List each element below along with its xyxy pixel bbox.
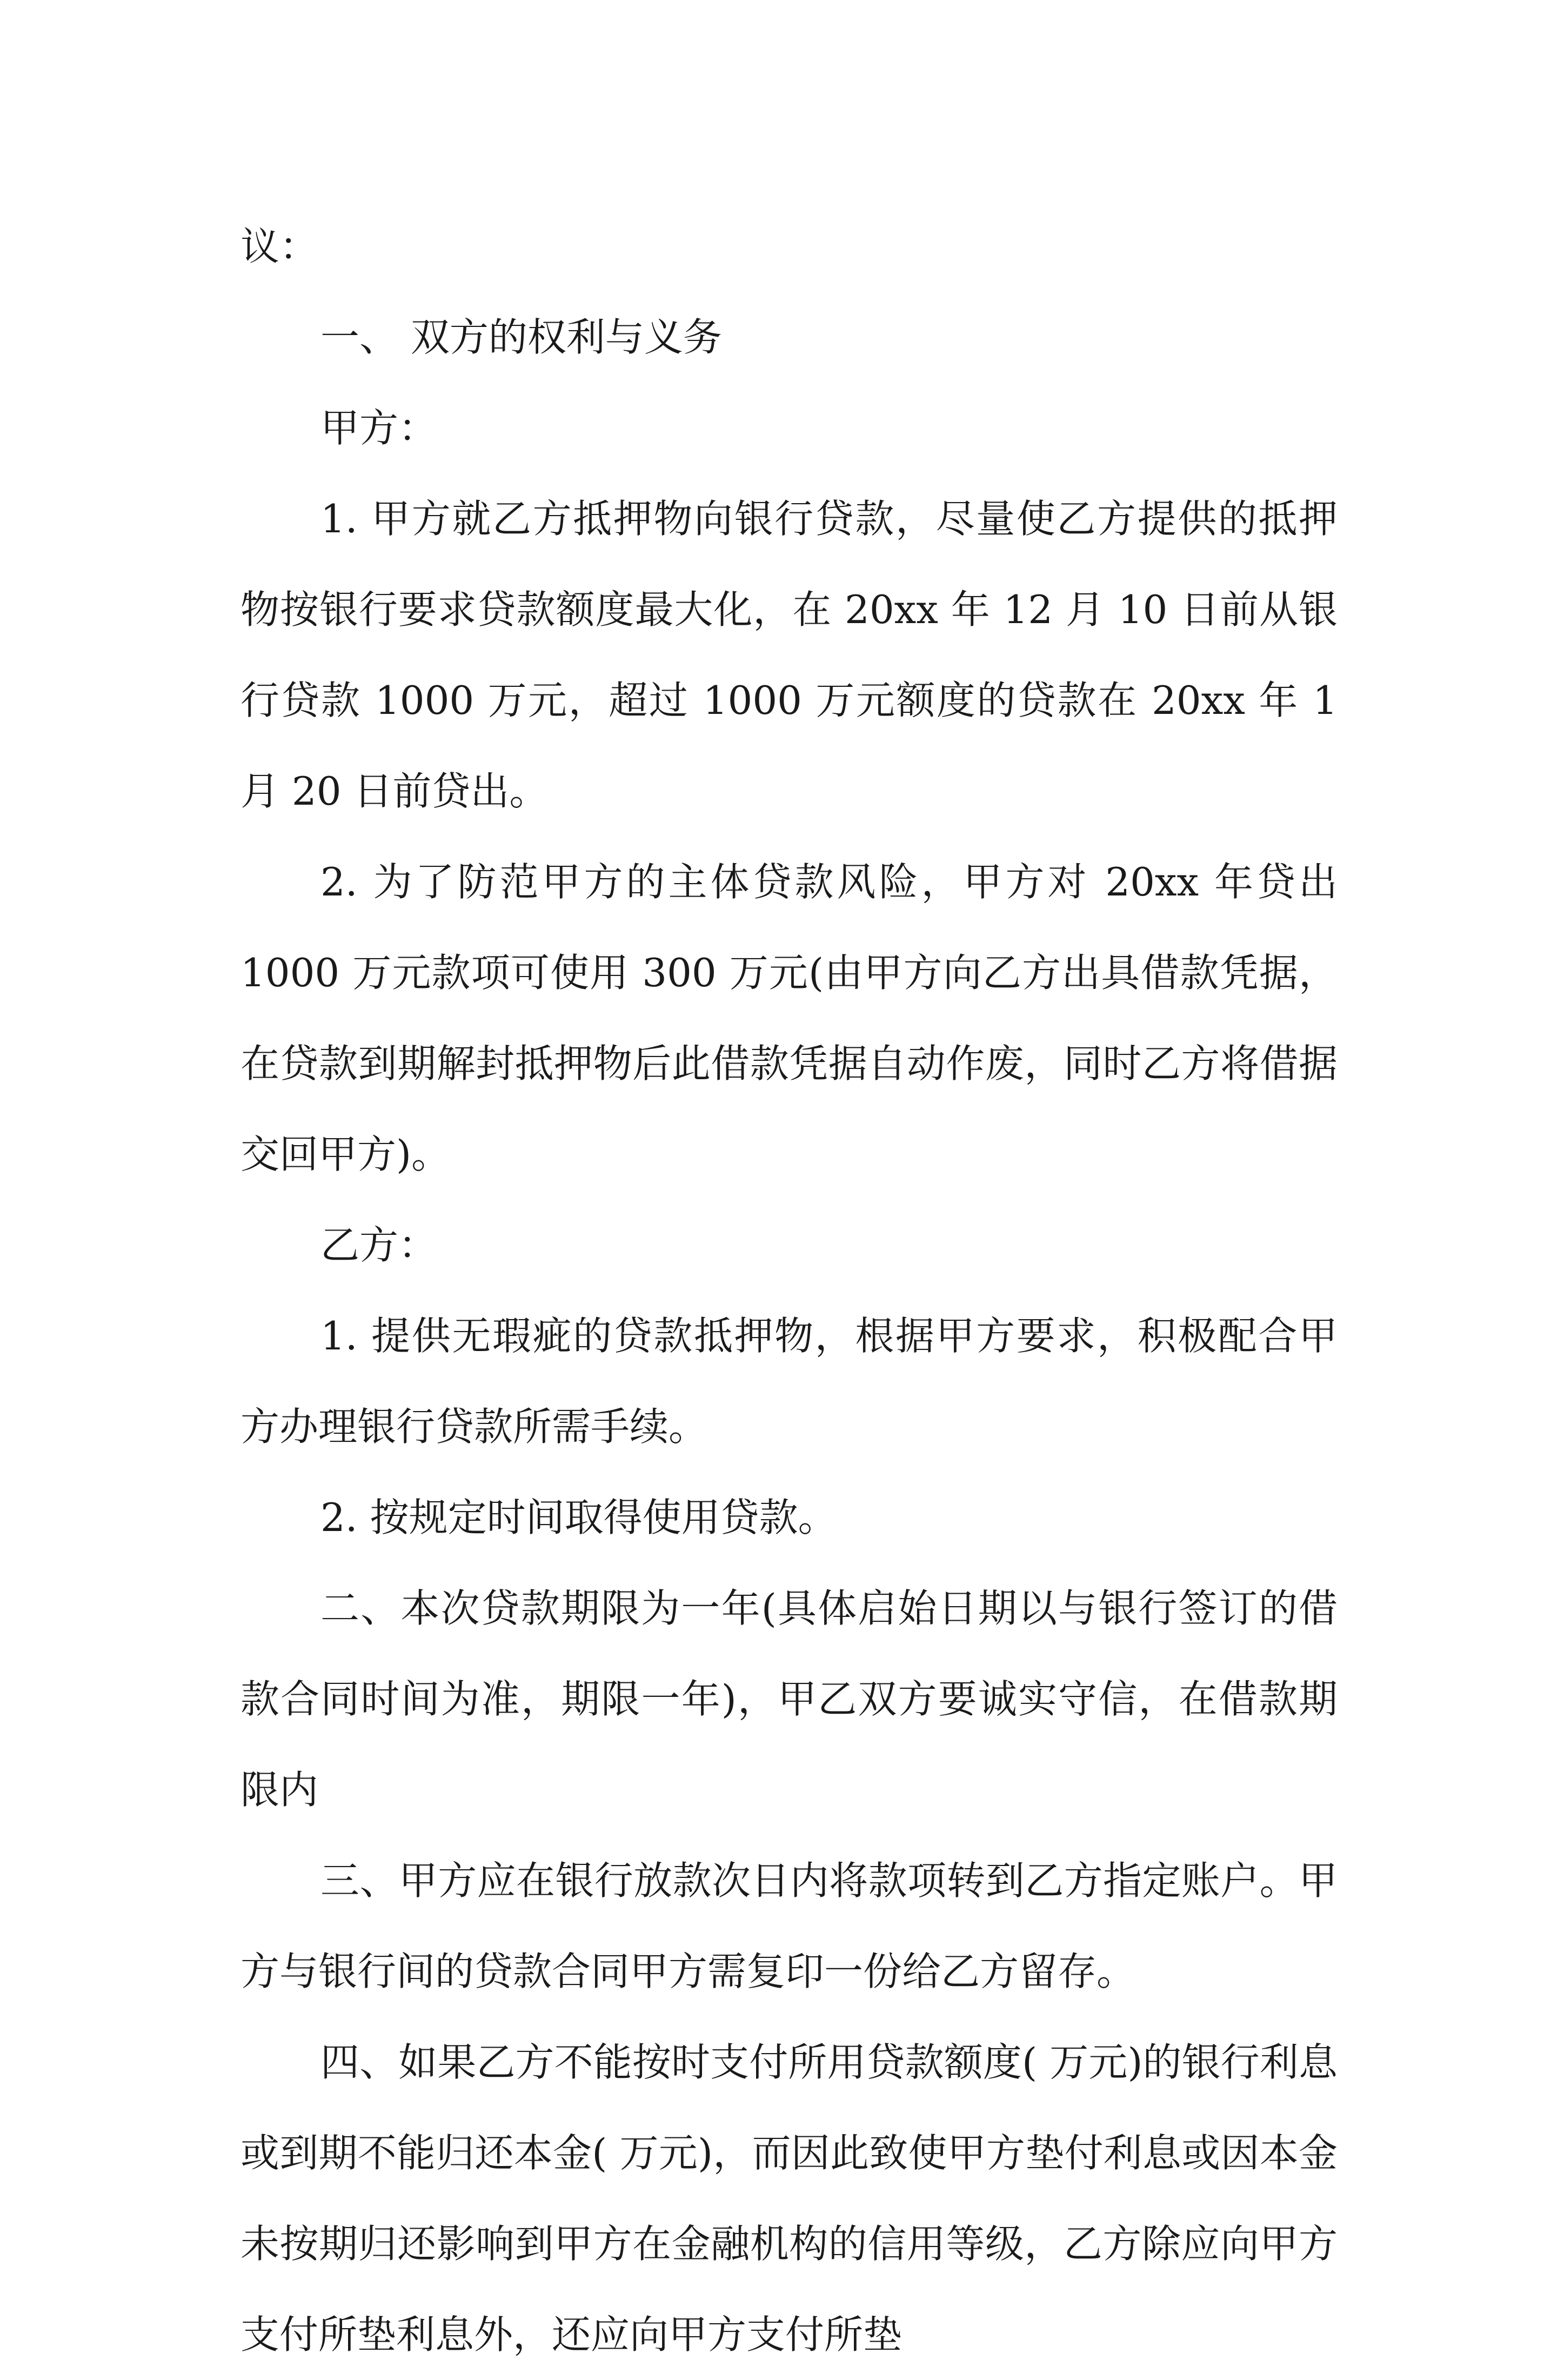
party-b-clause-2: 2. 按规定时间取得使用贷款。 (320, 1495, 837, 1540)
section-4-default: 四、如果乙方不能按时支付所用贷款额度( 万元)的银行利息或到期不能归还本金( 万元)，而因此致使甲方垫付利息或因本金未按期归还影响到甲方在金融机构的信用等级，乙方除应向甲方支付所垫利息外，还应向甲方支付所垫 (240, 2040, 1338, 2357)
section-heading-rights-obligations: 一、 双方的权利与义务 (320, 315, 722, 360)
paragraph-continuation: 议： (240, 224, 319, 269)
section-3-transfer: 三、甲方应在银行放款次日内将款项转到乙方指定账户。甲方与银行间的贷款合同甲方需复印一份给乙方留存。 (240, 1858, 1338, 1994)
contract-body (240, 201, 1338, 2380)
party-a-clause-1: 1. 甲方就乙方抵押物向银行贷款，尽量使乙方提供的抵押物按银行要求贷款额度最大化，在 20xx 年 12 月 10 日前从银行贷款 1000 万元，超过 1000 万元额度的贷款在 20xx 年 1 月 20 日前贷出。 (240, 496, 1338, 814)
party-a-heading: 甲方： (320, 405, 438, 451)
section-2-loan-term: 二、本次贷款期限为一年(具体启始日期以与银行签订的借款合同时间为准，期限一年)，甲乙双方要诚实守信，在借款期限内 (240, 1586, 1338, 1813)
party-b-clause-1: 1. 提供无瑕疵的贷款抵押物，根据甲方要求，积极配合甲方办理银行贷款所需手续。 (240, 1313, 1338, 1449)
party-b-heading: 乙方： (320, 1222, 438, 1268)
party-a-clause-2: 2. 为了防范甲方的主体贷款风险，甲方对 20xx 年贷出 1000 万元款项可使用 300 万元(由甲方向乙方出具借款凭据，在贷款到期解封抵押物后此借款凭据自动作废，同时乙方将借据交回甲方)。 (240, 859, 1338, 1177)
